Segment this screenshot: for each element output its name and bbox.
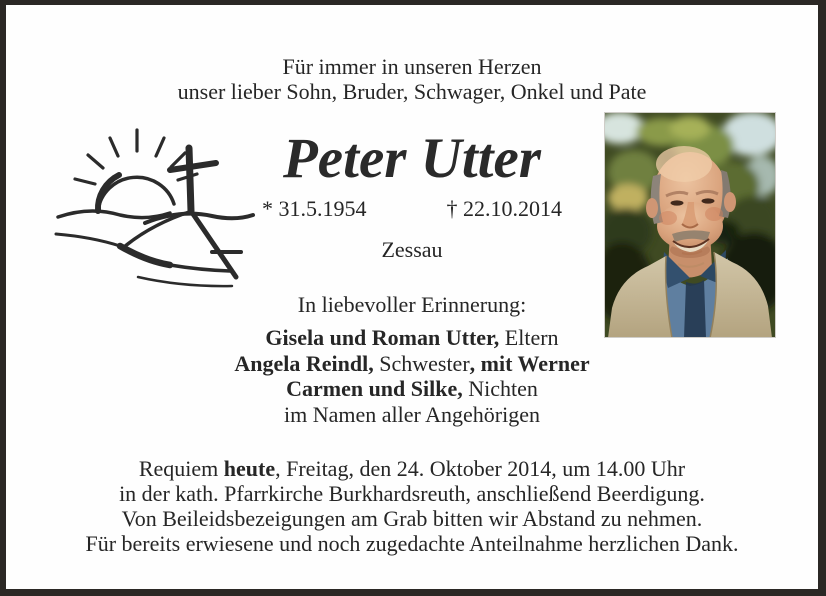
funeral-line-3: Von Beileidsbezeigungen am Grab bitten wir Abstand zu nehmen. xyxy=(121,506,703,531)
funeral-today-emphasis: heute xyxy=(223,456,276,481)
mourner-names: Gisela und Roman Utter, xyxy=(265,325,500,350)
obituary-card xyxy=(6,5,818,589)
mourner-names: Carmen und Silke, xyxy=(286,376,463,401)
mourner-line-parents xyxy=(6,325,818,351)
funeral-info-block xyxy=(6,456,818,556)
intro-block xyxy=(6,54,818,104)
place-name: Zessau xyxy=(381,237,443,262)
funeral-line-2: in der kath. Pfarrkirche Burkhardsreuth, anschließend Beerdigung. xyxy=(119,481,705,506)
mourners-block xyxy=(6,325,818,427)
deceased-name: Peter Utter xyxy=(282,127,541,190)
mourner-relation: Nichten xyxy=(462,376,538,401)
birth-date: * 31.5.1954 xyxy=(262,196,367,221)
funeral-line-4: Für bereits erwiesene und noch zugedachte Anteilnahme herzlichen Dank. xyxy=(85,531,739,556)
mourner-names: , mit Werner xyxy=(469,350,590,376)
mourner-line-sister xyxy=(6,351,818,377)
funeral-line-1: Requiem heute, Freitag, den 24. Oktober 2014, um 14.00 Uhr xyxy=(138,456,686,481)
mourner-line-nieces xyxy=(6,376,818,402)
death-date: † 22.10.2014 xyxy=(446,196,562,221)
memory-heading: In liebevoller Erinnerung: xyxy=(297,292,527,317)
intro-line-2: unser lieber Sohn, Bruder, Schwager, Onkel und Pate xyxy=(177,79,647,104)
mourner-names: Angela Reindl, xyxy=(234,350,374,376)
mourner-line-relatives: im Namen aller Angehörigen xyxy=(284,401,540,427)
mourner-relation: Schwester xyxy=(373,350,470,376)
mourner-relation: Eltern xyxy=(499,325,559,350)
intro-line-1: Für immer in unseren Herzen xyxy=(282,54,542,79)
